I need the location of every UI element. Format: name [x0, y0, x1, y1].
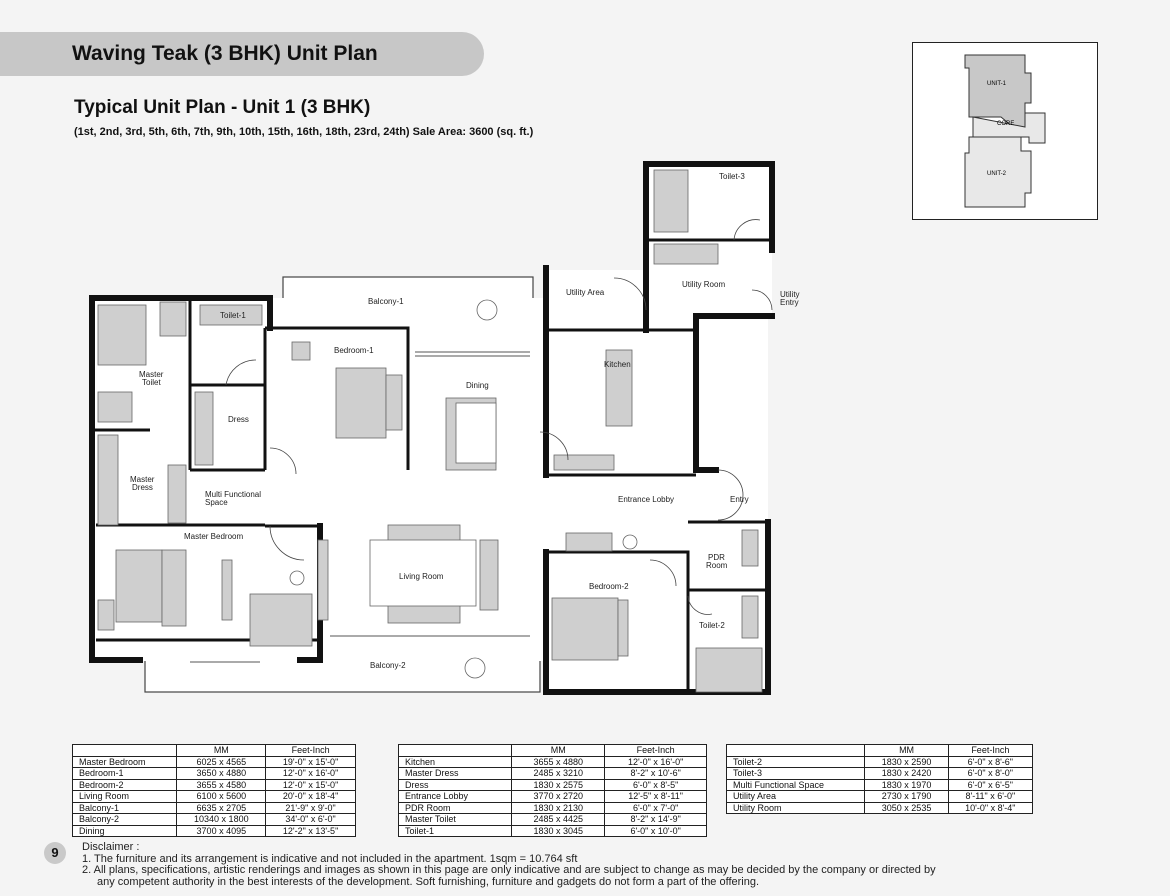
- feet-inch-cell: 12'-5" x 8'-11": [605, 791, 707, 803]
- floors-sale-area: (1st, 2nd, 3rd, 5th, 6th, 7th, 9th, 10th, 15th, 16th, 18th, 23rd, 24th) Sale Area: 3600 (sq. ft.): [74, 126, 534, 138]
- room-name-cell: Master Toilet: [399, 814, 512, 826]
- room-name-cell: Dress: [399, 779, 512, 791]
- table-row: [727, 802, 1033, 814]
- key-unit1-label: UNIT-1: [987, 81, 1007, 87]
- table-row: [399, 814, 707, 826]
- toilet-2-label: Toilet-2: [699, 621, 725, 630]
- room-name-cell: Entrance Lobby: [399, 791, 512, 803]
- mm-cell: 10340 x 1800: [177, 814, 266, 826]
- feet-inch-cell: 20'-0" x 18'-4": [266, 791, 356, 803]
- table-row: [73, 756, 356, 768]
- table-row: [727, 791, 1033, 803]
- page-number: 9: [44, 842, 66, 864]
- mm-cell: 3655 x 4880: [512, 756, 605, 768]
- feet-inch-cell: 12'-0" x 16'-0": [266, 768, 356, 780]
- key-core-label: CORE: [997, 121, 1015, 127]
- master-bedroom-label: Master Bedroom: [184, 532, 244, 541]
- mfs-label-1: Multi Functional: [205, 490, 262, 499]
- col-room: [73, 745, 177, 757]
- col-mm: MM: [865, 745, 948, 757]
- table-row: [73, 791, 356, 803]
- toilet-3-label: Toilet-3: [719, 172, 745, 181]
- table-row: [399, 768, 707, 780]
- room-name-cell: Dining: [73, 825, 177, 837]
- mm-cell: 3050 x 2535: [865, 802, 948, 814]
- feet-inch-cell: 12'-0" x 16'-0": [605, 756, 707, 768]
- balcony-1-label: Balcony-1: [368, 297, 404, 306]
- col-mm: MM: [512, 745, 605, 757]
- table-row: [73, 802, 356, 814]
- entry-label: Entry: [730, 495, 749, 504]
- master-dress-label-2: Dress: [132, 483, 153, 492]
- mm-cell: 2730 x 1790: [865, 791, 948, 803]
- room-name-cell: Bedroom-2: [73, 779, 177, 791]
- mm-cell: 6100 x 5600: [177, 791, 266, 803]
- room-name-cell: Bedroom-1: [73, 768, 177, 780]
- feet-inch-cell: 12'-0" x 15'-0": [266, 779, 356, 791]
- feet-inch-cell: 21'-9" x 9'-0": [266, 802, 356, 814]
- mm-cell: 1830 x 3045: [512, 825, 605, 837]
- table-row: [399, 756, 707, 768]
- mm-cell: 3700 x 4095: [177, 825, 266, 837]
- feet-inch-cell: 6'-0" x 8'-6": [948, 756, 1032, 768]
- room-name-cell: Balcony-1: [73, 802, 177, 814]
- master-toilet-label-2: Toilet: [142, 378, 161, 387]
- unit-plan-title: Typical Unit Plan - Unit 1 (3 BHK): [74, 97, 371, 118]
- table-row: [73, 768, 356, 780]
- mm-cell: 1830 x 2575: [512, 779, 605, 791]
- master-toilet-label-1: Master: [139, 370, 164, 379]
- room-name-cell: Toilet-1: [399, 825, 512, 837]
- room-name-cell: Multi Functional Space: [727, 779, 865, 791]
- feet-inch-cell: 19'-0" x 15'-0": [266, 756, 356, 768]
- disclaimer-note-2-cont: any competent authority in the best interests of the development. Soft furnishing, furniture and gadgets do not form a part of the offering.: [97, 875, 760, 888]
- col-ft: Feet-Inch: [948, 745, 1032, 757]
- disclaimer-title: Disclaimer :: [82, 841, 140, 853]
- feet-inch-cell: 6'-0" x 6'-5": [948, 779, 1032, 791]
- mm-cell: 2485 x 4425: [512, 814, 605, 826]
- mm-cell: 6025 x 4565: [177, 756, 266, 768]
- living-room-label: Living Room: [399, 572, 444, 581]
- mm-cell: 3650 x 4880: [177, 768, 266, 780]
- col-room: [399, 745, 512, 757]
- area-table-1: [72, 744, 356, 837]
- area-table-3: [726, 744, 1033, 814]
- key-unit2-label: UNIT-2: [987, 171, 1007, 177]
- feet-inch-cell: 8'-2" x 10'-6": [605, 768, 707, 780]
- feet-inch-cell: 8'-2" x 14'-9": [605, 814, 707, 826]
- pdr-label-1: PDR: [708, 553, 725, 562]
- utility-room-label: Utility Room: [682, 280, 726, 289]
- room-name-cell: Living Room: [73, 791, 177, 803]
- toilet-1-label: Toilet-1: [220, 311, 246, 320]
- mm-cell: 3655 x 4580: [177, 779, 266, 791]
- room-name-cell: Master Bedroom: [73, 756, 177, 768]
- feet-inch-cell: 6'-0" x 10'-0": [605, 825, 707, 837]
- room-name-cell: Toilet-3: [727, 768, 865, 780]
- room-name-cell: Master Dress: [399, 768, 512, 780]
- disclaimer-note-2: 2. All plans, specifications, artistic renderings and images as shown in this page are only indicative and are subject to change as may be decided by the company or directed by: [82, 864, 936, 876]
- utility-area-label: Utility Area: [566, 288, 605, 297]
- feet-inch-cell: 12'-2" x 13'-5": [266, 825, 356, 837]
- mm-cell: 3770 x 2720: [512, 791, 605, 803]
- feet-inch-cell: 6'-0" x 7'-0": [605, 802, 707, 814]
- table-row: [399, 791, 707, 803]
- disclaimer-note-1: 1. The furniture and its arrangement is indicative and not included in the apartment. 1sqm = 10.764 sft: [82, 852, 578, 865]
- mfs-label-2: Space: [205, 498, 228, 507]
- table-row: [727, 756, 1033, 768]
- table-row: [73, 779, 356, 791]
- mm-cell: 6635 x 2705: [177, 802, 266, 814]
- disclaimer: [82, 842, 936, 888]
- utility-entry-label-2: Entry: [780, 298, 799, 307]
- mm-cell: 1830 x 1970: [865, 779, 948, 791]
- feet-inch-cell: 6'-0" x 8'-0": [948, 768, 1032, 780]
- col-ft: Feet-Inch: [605, 745, 707, 757]
- mm-cell: 1830 x 2420: [865, 768, 948, 780]
- feet-inch-cell: 10'-0" x 8'-4": [948, 802, 1032, 814]
- table-row: [73, 814, 356, 826]
- area-table-2: [398, 744, 707, 837]
- room-name-cell: Toilet-2: [727, 756, 865, 768]
- pdr-label-2: Room: [706, 561, 728, 570]
- feet-inch-cell: 6'-0" x 8'-5": [605, 779, 707, 791]
- table-row: [399, 802, 707, 814]
- mm-cell: 1830 x 2590: [865, 756, 948, 768]
- utility-entry-label-1: Utility: [780, 290, 800, 299]
- bedroom-2-label: Bedroom-2: [589, 582, 629, 591]
- bedroom-1-label: Bedroom-1: [334, 346, 374, 355]
- col-mm: MM: [177, 745, 266, 757]
- col-room: [727, 745, 865, 757]
- room-name-cell: Kitchen: [399, 756, 512, 768]
- col-ft: Feet-Inch: [266, 745, 356, 757]
- entrance-lobby-label: Entrance Lobby: [618, 495, 675, 504]
- dress-label: Dress: [228, 415, 249, 424]
- balcony-2-label: Balcony-2: [370, 661, 406, 670]
- room-name-cell: Utility Room: [727, 802, 865, 814]
- mm-cell: 2485 x 3210: [512, 768, 605, 780]
- table-row: [73, 825, 356, 837]
- feet-inch-cell: 8'-11" x 6'-0": [948, 791, 1032, 803]
- kitchen-label: Kitchen: [604, 360, 631, 369]
- table-row: [727, 779, 1033, 791]
- room-name-cell: Balcony-2: [73, 814, 177, 826]
- master-dress-label-1: Master: [130, 475, 155, 484]
- dining-label: Dining: [466, 381, 489, 390]
- table-row: [727, 768, 1033, 780]
- table-row: [399, 779, 707, 791]
- room-name-cell: Utility Area: [727, 791, 865, 803]
- table-row: [399, 825, 707, 837]
- mm-cell: 1830 x 2130: [512, 802, 605, 814]
- feet-inch-cell: 34'-0" x 6'-0": [266, 814, 356, 826]
- room-name-cell: PDR Room: [399, 802, 512, 814]
- page-title: Waving Teak (3 BHK) Unit Plan: [72, 42, 378, 65]
